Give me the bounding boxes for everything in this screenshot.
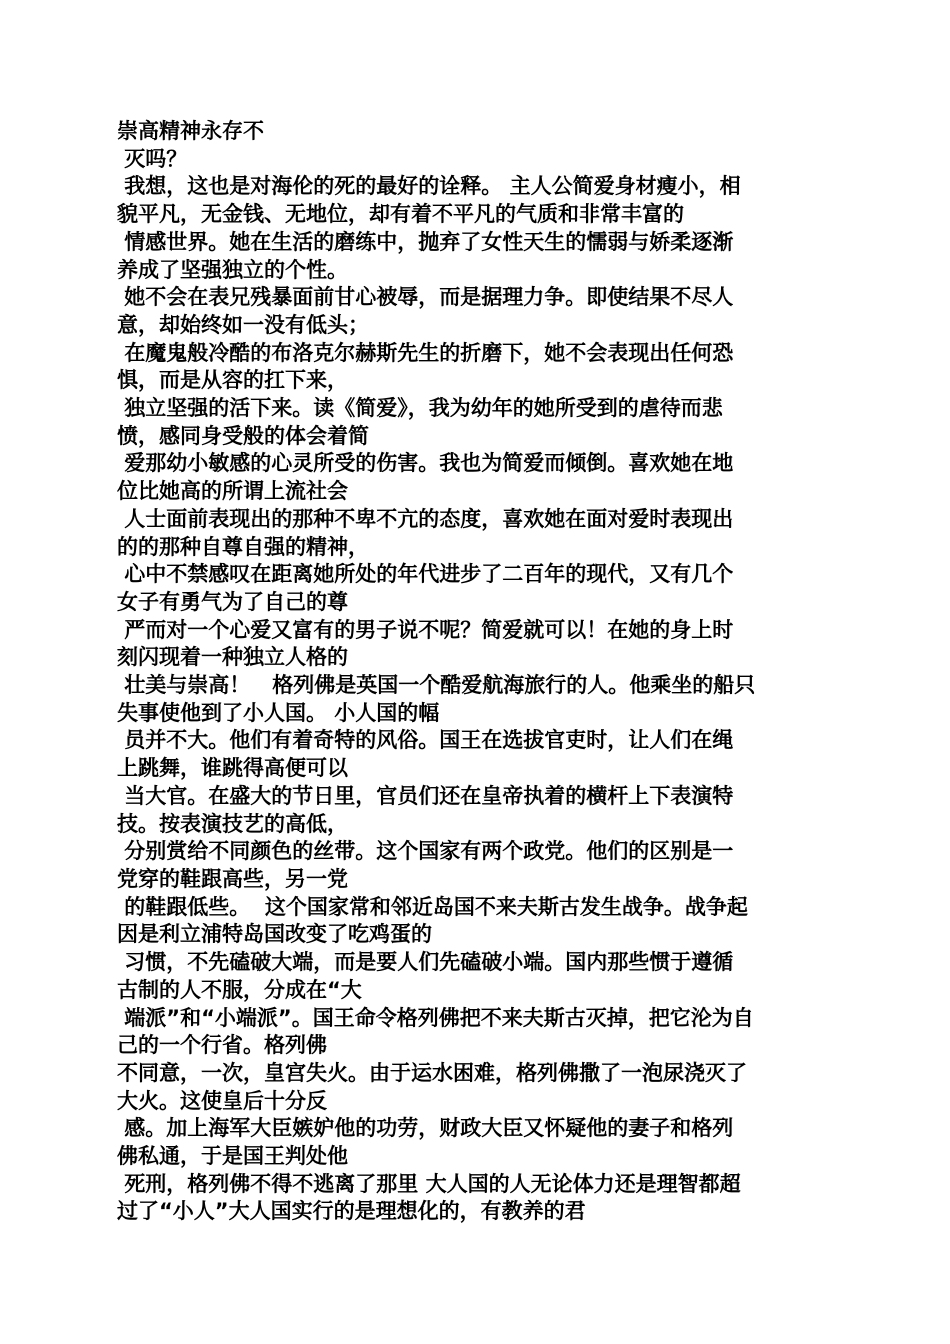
text-line: 壮美与崇高！ 格列佛是英国一个酷爱航海旅行的人。他乘坐的船只 — [117, 673, 756, 698]
text-line: 灭吗？ — [117, 146, 188, 171]
text-line: 在魔鬼般冷酷的布洛克尔赫斯先生的折磨下，她不会表现出任何恐 — [117, 340, 734, 365]
text-line: 的鞋跟低些。 这个国家常和邻近岛国不来夫斯古发生战争。战争起 — [117, 894, 748, 919]
text-line: 养成了坚强独立的个性。 — [117, 257, 348, 282]
text-line: 意，却始终如一没有低头； — [117, 312, 369, 337]
text-line: 我想，这也是对海伦的死的最好的诠释。 主人公简爱身材瘦小，相 — [117, 174, 741, 199]
text-line: 己的一个行省。格列佛 — [117, 1033, 327, 1058]
text-line: 位比她高的所谓上流社会 — [117, 479, 348, 504]
text-line: 她不会在表兄残暴面前甘心被辱，而是据理力争。即使结果不尽人 — [117, 285, 734, 310]
text-line: 死刑，格列佛不得不逃离了那里 大人国的人无论体力还是理智都超 — [117, 1171, 741, 1196]
text-line: 大火。这使皇后十分反 — [117, 1088, 327, 1113]
text-line: 惧，而是从容的扛下来， — [117, 368, 348, 393]
text-line: 愤，感同身受般的体会着简 — [117, 423, 369, 448]
document-page — [117, 118, 837, 1226]
text-line: 佛私通，于是国王判处他 — [117, 1144, 348, 1169]
text-line: 党穿的鞋跟高些，另一党 — [117, 866, 348, 891]
text-line: 端派”和“小端派”。国王命令格列佛把不来夫斯古灭掉，把它沦为自 — [117, 1005, 754, 1030]
text-line: 崇高精神永存不 — [117, 119, 264, 143]
text-line: 的的那种自尊自强的精神， — [117, 534, 369, 559]
text-line: 习惯，不先磕破大端，而是要人们先磕破小端。国内那些惯于遵循 — [117, 950, 734, 975]
text-line: 情感世界。她在生活的磨练中，抛弃了女性天生的懦弱与娇柔逐渐 — [117, 229, 734, 254]
text-line: 爱那幼小敏感的心灵所受的伤害。我也为简爱而倾倒。喜欢她在地 — [117, 451, 734, 476]
text-line: 女子有勇气为了自己的尊 — [117, 589, 348, 614]
text-line: 当大官。在盛大的节日里，官员们还在皇帝执着的横杆上下表演特 — [117, 783, 734, 808]
text-line: 刻闪现着一种独立人格的 — [117, 645, 348, 670]
text-line: 因是利立浦特岛国改变了吃鸡蛋的 — [117, 922, 432, 947]
text-line: 古制的人不服，分成在“大 — [117, 977, 362, 1002]
text-line: 技。按表演技艺的高低， — [117, 811, 348, 836]
text-line: 感。加上海军大臣嫉妒他的功劳，财政大臣又怀疑他的妻子和格列 — [117, 1116, 734, 1141]
text-line: 独立坚强的活下来。读《简爱》，我为幼年的她所受到的虐待而悲 — [117, 396, 723, 421]
text-line: 过了“小人”大人国实行的是理想化的，有教养的君 — [117, 1199, 586, 1224]
text-line: 严而对一个心爱又富有的男子说不呢？简爱就可以！在她的身上时 — [117, 617, 734, 642]
text-line: 心中不禁感叹在距离她所处的年代进步了二百年的现代，又有几个 — [117, 562, 734, 587]
text-line: 员并不大。他们有着奇特的风俗。国王在选拔官吏时，让人们在绳 — [117, 728, 734, 753]
text-line: 失事使他到了小人国。 小人国的幅 — [117, 700, 440, 725]
text-line: 人士面前表现出的那种不卑不亢的态度，喜欢她在面对爱时表现出 — [117, 506, 734, 531]
text-line: 分别赏给不同颜色的丝带。这个国家有两个政党。他们的区别是一 — [117, 839, 734, 864]
text-line: 不同意，一次，皇宫失火。由于运水困难，格列佛撒了一泡尿浇灭了 — [117, 1060, 747, 1085]
text-line: 貌平凡，无金钱、无地位，却有着不平凡的气质和非常丰富的 — [117, 202, 684, 227]
text-line: 上跳舞，谁跳得高便可以 — [117, 756, 348, 781]
